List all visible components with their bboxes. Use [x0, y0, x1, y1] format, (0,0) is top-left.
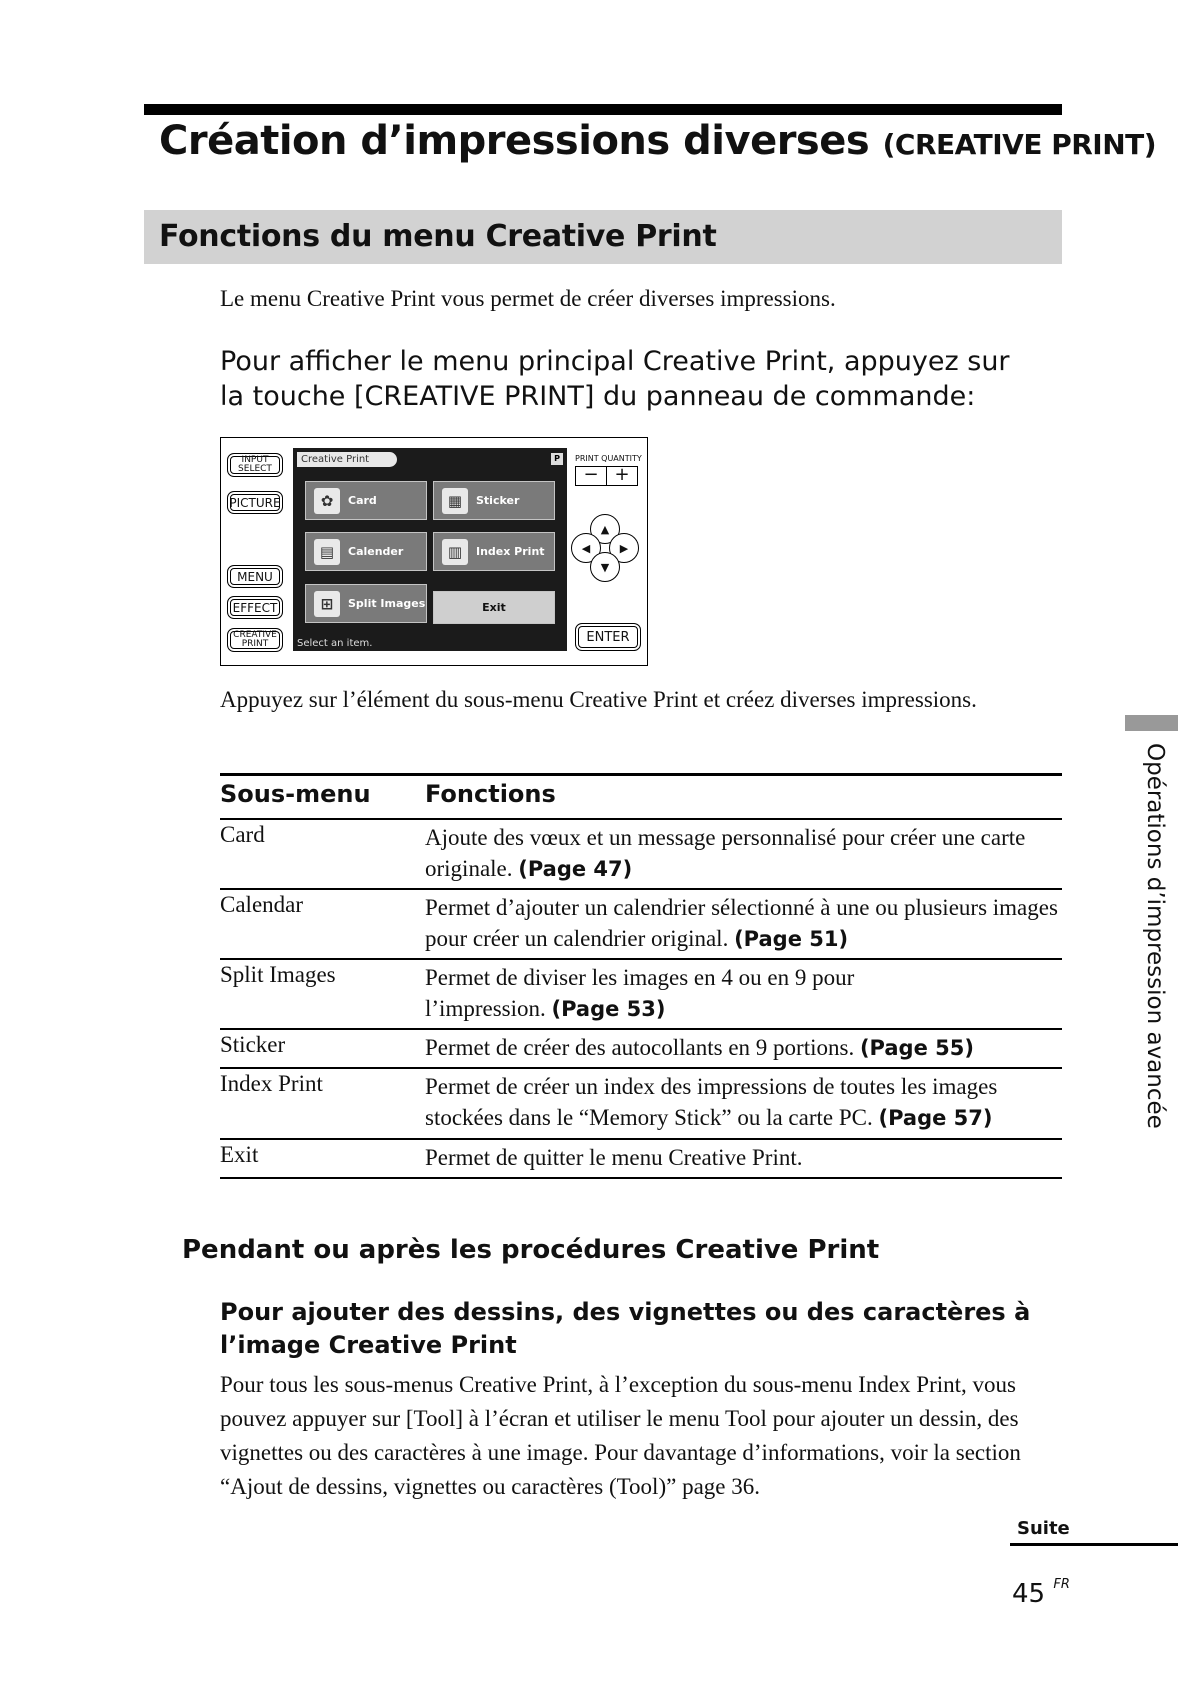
page-number-value: 45: [1012, 1579, 1046, 1609]
row-desc-text: Ajoute des vœux et un message personnalisé pour créer une carte originale.: [425, 825, 1026, 881]
table-row-name: Sticker: [220, 1032, 286, 1057]
side-label: [1122, 743, 1182, 1143]
table-row-desc: [425, 1032, 1065, 1064]
menu-index-print-label: Index Print: [476, 545, 545, 558]
page-title: [159, 118, 1156, 164]
enter-button[interactable]: ENTER: [575, 623, 641, 651]
row-desc-text: Permet de créer un index des impressions de toutes les images stockées dans le “Memory Stick” ou la carte PC.: [425, 1074, 998, 1130]
title-rule: [144, 104, 1062, 115]
table-row-desc: [425, 962, 945, 1025]
menu-index-print-button[interactable]: [433, 532, 555, 571]
print-quantity-label: PRINT QUANTITY: [575, 454, 642, 463]
screen-badge: P: [551, 453, 563, 465]
table-rule: [220, 1067, 1062, 1069]
side-label-text: Opérations d’impression avancée: [1142, 743, 1168, 1129]
input-select-button[interactable]: INPUT SELECT: [227, 453, 283, 477]
suite-label: Suite: [1017, 1518, 1070, 1539]
row-desc-text: Permet de créer des autocollants en 9 portions.: [425, 1035, 855, 1060]
subsection-subtitle: Pour ajouter des dessins, des vignettes ou des caractères à l’image Creative Print: [220, 1298, 1031, 1359]
menu-exit-label: Exit: [482, 601, 506, 614]
after-figure-text: Appuyez sur l’élément du sous-menu Creative Print et créez diverses impressions.: [220, 687, 977, 712]
quantity-minus-button[interactable]: −: [575, 466, 607, 486]
menu-split-images-label: Split Images: [348, 597, 426, 610]
effect-button[interactable]: EFFECT: [227, 596, 283, 619]
intro-text: Le menu Creative Print vous permet de créer diverses impressions.: [220, 286, 836, 311]
arrow-up-icon: ▲: [600, 522, 610, 536]
card-icon: ✿: [314, 488, 340, 514]
sticker-icon: ▦: [442, 488, 468, 514]
page-reference: (Page 55): [859, 1036, 974, 1060]
menu-exit-button[interactable]: [433, 591, 555, 624]
menu-card-label: Card: [348, 494, 377, 507]
menu-split-images-button[interactable]: [305, 584, 427, 623]
table-rule: [220, 958, 1062, 960]
table-header-submenu: Sous-menu: [220, 780, 371, 808]
table-row-desc: [425, 892, 1065, 955]
menu-calendar-button[interactable]: [305, 532, 427, 571]
arrow-down-button[interactable]: [590, 552, 620, 582]
table-row-desc: [425, 1142, 1065, 1173]
page-number: [1012, 1577, 1070, 1609]
page-number-suffix: FR: [1053, 1577, 1070, 1592]
table-rule: [220, 1138, 1062, 1140]
table-rule: [220, 1028, 1062, 1030]
menu-sticker-button[interactable]: [433, 481, 555, 520]
table-bottom-rule: [220, 1177, 1062, 1179]
arrow-left-icon: ◀: [581, 541, 591, 555]
quantity-plus-button[interactable]: +: [606, 466, 638, 486]
page-reference: (Page 51): [734, 927, 849, 951]
subsection-body: Pour tous les sous-menus Creative Print, à l’exception du sous-menu Index Print, vous pouvez appuyer sur [Tool] à l’écran et utiliser le menu Tool pour ajouter un dessin, des vignettes ou des caractères à une image. Pour davantage d’informations, voir la section “Ajout de dessins, vignettes ou caractères (Tool)” page 36.: [220, 1372, 1021, 1499]
menu-button[interactable]: MENU: [227, 565, 283, 588]
table-header-functions: Fonctions: [425, 780, 556, 808]
lcd-screen: [293, 448, 567, 651]
subsection-title: Pendant ou après les procédures Creative Print: [182, 1235, 880, 1265]
page-title-sub: (CREATIVE PRINT): [882, 128, 1157, 161]
table-row-desc: [425, 822, 1065, 885]
page-reference: (Page 57): [878, 1106, 993, 1130]
instruction-text: Pour afficher le menu principal Creative Print, appuyez sur la touche [CREATIVE PRINT] du panneau de commande:: [220, 346, 1010, 412]
split-images-icon: ⊞: [314, 591, 340, 617]
table-row-name: Split Images: [220, 962, 336, 987]
picture-button[interactable]: PICTURE: [227, 491, 283, 514]
control-panel-figure: [220, 437, 648, 666]
index-print-icon: ▥: [442, 539, 468, 565]
screen-status: Select an item.: [297, 638, 373, 649]
page-reference: (Page 47): [518, 857, 633, 881]
calendar-icon: ▤: [314, 539, 340, 565]
suite-rule: [1010, 1543, 1178, 1546]
table-row-name: Exit: [220, 1142, 259, 1167]
row-desc-text: Permet de diviser les images en 4 ou en 9 pour l’impression.: [425, 965, 855, 1021]
screen-title: Creative Print: [297, 452, 397, 467]
table-row-name: Card: [220, 822, 265, 847]
table-row-name: Calendar: [220, 892, 304, 917]
arrow-down-icon: ▼: [600, 560, 610, 574]
table-row-desc: [425, 1071, 1065, 1134]
page-title-main: Création d’impressions diverses: [159, 118, 870, 164]
arrow-right-icon: ▶: [619, 541, 629, 555]
side-tab-marker: [1125, 715, 1178, 731]
section-title: Fonctions du menu Creative Print: [159, 219, 717, 254]
table-rule: [220, 888, 1062, 890]
page-reference: (Page 53): [551, 997, 666, 1021]
table-rule: [220, 818, 1062, 820]
row-desc-text: Permet de quitter le menu Creative Print.: [425, 1145, 803, 1170]
table-row-name: Index Print: [220, 1071, 323, 1096]
table-top-rule: [220, 773, 1062, 776]
row-desc-text: Permet d’ajouter un calendrier sélectionné à une ou plusieurs images pour créer un calendrier original.: [425, 895, 1058, 951]
creative-print-button[interactable]: CREATIVE PRINT: [227, 628, 283, 652]
menu-calendar-label: Calender: [348, 545, 404, 558]
menu-sticker-label: Sticker: [476, 494, 520, 507]
menu-card-button[interactable]: [305, 481, 427, 520]
